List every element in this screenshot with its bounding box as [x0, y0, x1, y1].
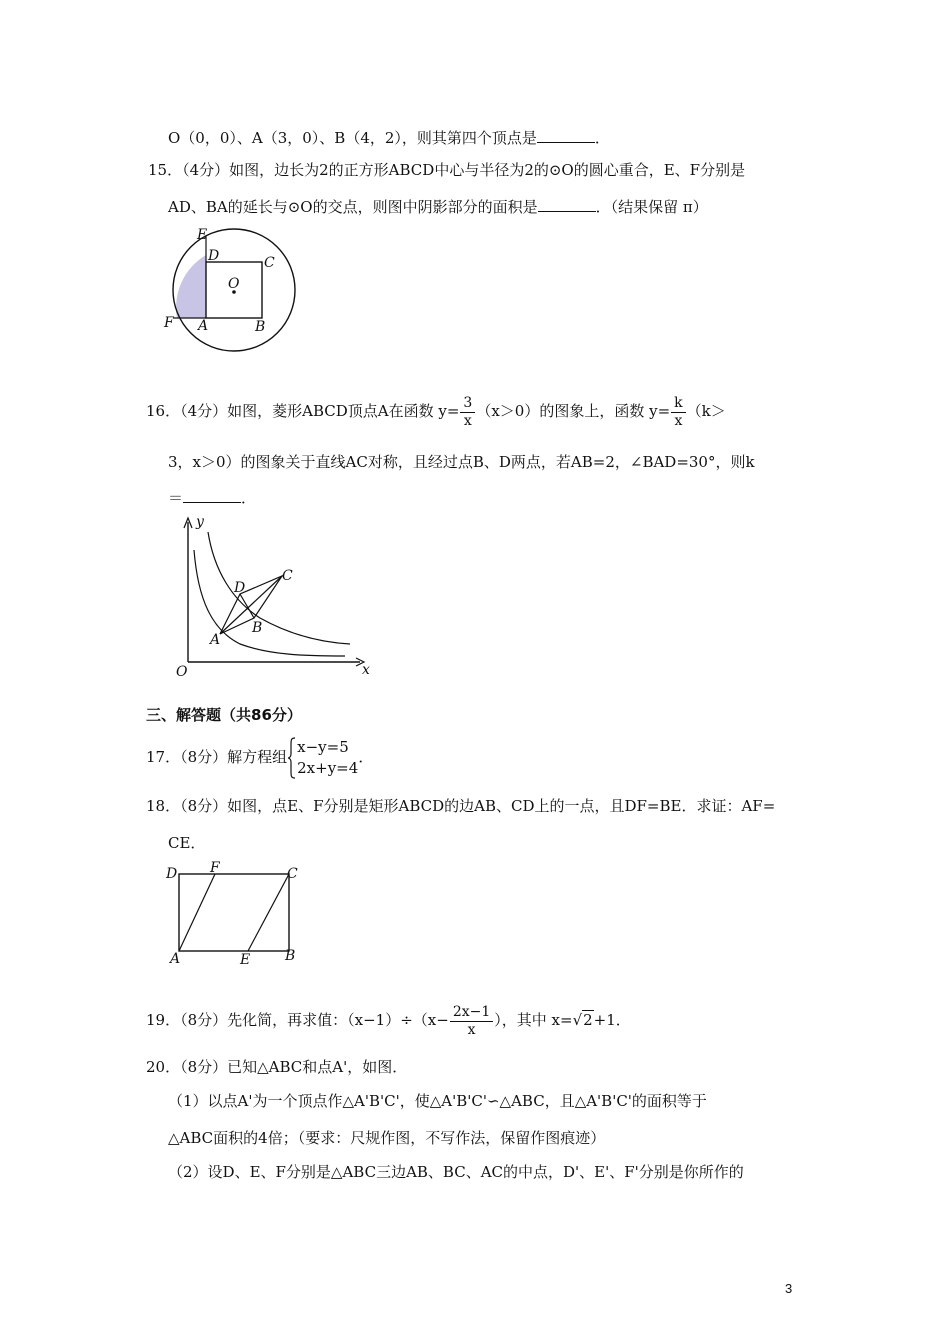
q16-line2: 3，x＞0）的图象关于直线AC对称，且经过点B、D两点，若AB=2，∠BAD=30°，则k: [168, 453, 755, 471]
label-A: A: [198, 318, 209, 334]
q20-line4: （2）设D、E、F分别是△ABC三边AB、BC、AC的中点，D'、E'、F'分别是你所作的: [168, 1163, 744, 1181]
sqrt-icon: √: [572, 1011, 583, 1029]
label-E: E: [240, 952, 251, 968]
label-F: F: [210, 860, 220, 876]
label-x: x: [362, 662, 370, 678]
label-B: B: [285, 948, 296, 964]
label-A: A: [170, 951, 181, 967]
label-E: E: [197, 227, 208, 243]
label-C: C: [287, 866, 298, 882]
q15-figure: [160, 222, 310, 362]
fraction-k-over-x: $\frac{k}{x}$: [671, 395, 685, 430]
q14-line: O（0，0）、A（3，0）、B（4，2），则其第四个顶点是 ．: [168, 129, 610, 147]
answer-blank[interactable]: [183, 487, 241, 503]
equation-system: x−y=5 2x+y=4: [287, 737, 358, 779]
answer-blank[interactable]: [537, 127, 595, 143]
q15-line1: 15．（4分）如图，边长为2的正方形ABCD中心与半径为2的⊙O的圆心重合，E、F分别是: [148, 161, 746, 179]
fraction-2x-1-over-x: $\frac{2x-1}{x}$: [450, 1004, 493, 1039]
q17-line: 17．（8分）解方程组 x−y=5 2x+y=4 ．: [146, 738, 374, 777]
label-y: y: [196, 514, 204, 530]
q18-line2: CE．: [168, 834, 206, 852]
label-A: A: [210, 632, 221, 648]
left-brace-icon: [287, 737, 296, 779]
q16-line1: 16．（4分）如图，菱形ABCD顶点A在函数 y= $\frac{3}{x}$ （x＞0）的图象上，函数 y= $\frac{k}{x}$ （k＞: [146, 394, 726, 429]
q20-line2: （1）以点A'为一个顶点作△A'B'C'，使△A'B'C'∽△ABC，且△A'B'C'的面积等于: [168, 1092, 707, 1110]
q16-figure: [160, 510, 380, 685]
label-D: D: [208, 248, 220, 264]
answer-blank[interactable]: [538, 196, 596, 212]
page-number: 3: [785, 1281, 793, 1296]
label-D: D: [166, 866, 178, 882]
section-heading: 三、解答题（共86分）: [146, 706, 302, 724]
fraction-3-over-x: $\frac{3}{x}$: [460, 395, 475, 430]
label-B: B: [252, 620, 263, 636]
q19-line: 19．（8分）先化简，再求值：（x−1）÷（x− $\frac{2x-1}{x}$ ），其中 x=√2+1．: [146, 1003, 631, 1038]
q18-figure: [160, 858, 310, 970]
q20-line1: 20．（8分）已知△ABC和点A'，如图．: [146, 1058, 408, 1076]
q18-line1: 18．（8分）如图，点E、F分别是矩形ABCD的边AB、CD上的一点，且DF=BE．求证：AF=: [146, 797, 776, 815]
label-C: C: [282, 568, 293, 584]
label-B: B: [255, 319, 266, 335]
label-C: C: [264, 255, 275, 271]
q15-line2: AD、BA的延长与⊙O的交点，则图中阴影部分的面积是 ．（结果保留 π）: [168, 198, 708, 216]
label-O: O: [228, 276, 240, 292]
label-D: D: [234, 580, 246, 596]
label-O: O: [176, 664, 188, 680]
label-F: F: [164, 315, 174, 331]
q20-line3: △ABC面积的4倍；（要求：尺规作图，不写作法，保留作图痕迹）: [168, 1129, 606, 1147]
q16-line3: ＝ ．: [168, 489, 257, 507]
